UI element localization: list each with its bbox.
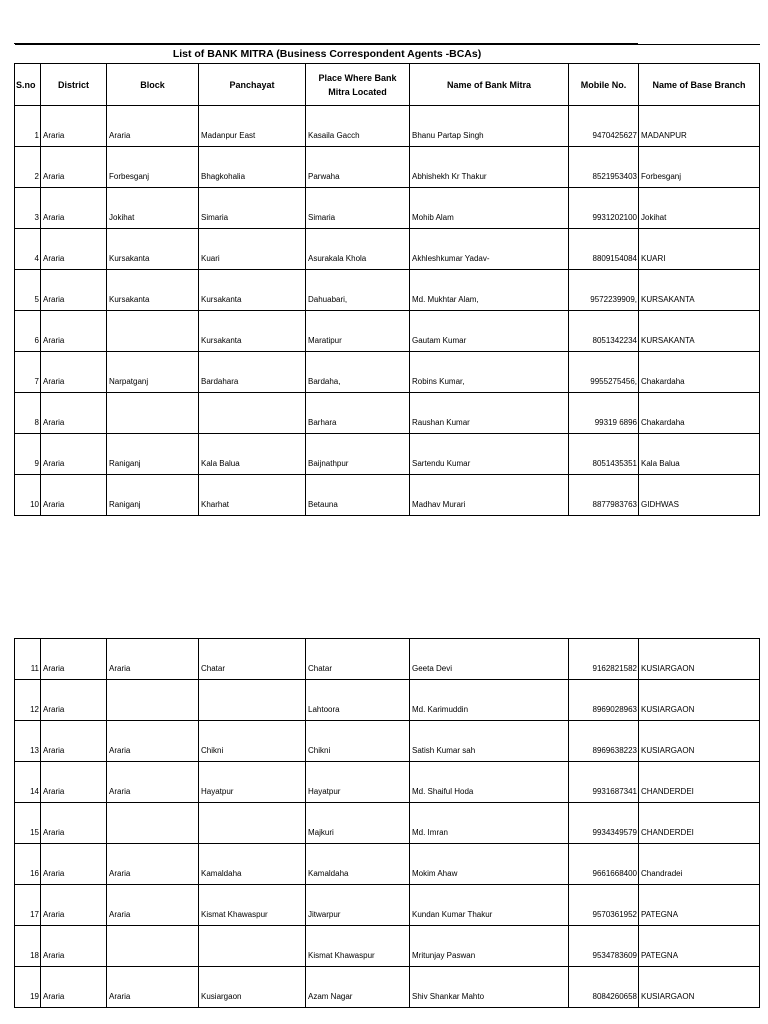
cell-panchayat: Kharhat	[199, 475, 306, 516]
cell-place: Majkuri	[306, 803, 410, 844]
bank-mitra-table-2	[14, 638, 760, 1008]
cell-bank-mitra-name: Shiv Shankar Mahto	[410, 967, 569, 1008]
cell-block: Raniganj	[107, 434, 199, 475]
cell-sno: 5	[15, 270, 41, 311]
table-row	[15, 147, 760, 188]
cell-district: Araria	[41, 229, 107, 270]
cell-panchayat: Madanpur East	[199, 106, 306, 147]
cell-place: Asurakala Khola	[306, 229, 410, 270]
cell-sno: 9	[15, 434, 41, 475]
cell-place: Kismat Khawaspur	[306, 926, 410, 967]
cell-district: Araria	[41, 885, 107, 926]
cell-place: Dahuabari,	[306, 270, 410, 311]
header-name: Name of Bank Mitra	[410, 64, 569, 106]
cell-block: Araria	[107, 885, 199, 926]
cell-mobile: 8969028963	[569, 680, 639, 721]
cell-place: Chikni	[306, 721, 410, 762]
cell-panchayat: Kismat Khawaspur	[199, 885, 306, 926]
cell-block	[107, 680, 199, 721]
cell-base-branch: Jokihat	[639, 188, 760, 229]
table-row	[15, 434, 760, 475]
cell-block	[107, 803, 199, 844]
cell-panchayat: Bhagkohalia	[199, 147, 306, 188]
cell-place: Kamaldaha	[306, 844, 410, 885]
cell-sno: 19	[15, 967, 41, 1008]
cell-sno: 7	[15, 352, 41, 393]
cell-mobile: 9570361952	[569, 885, 639, 926]
cell-bank-mitra-name: Md. Shaiful Hoda	[410, 762, 569, 803]
cell-panchayat: Kamaldaha	[199, 844, 306, 885]
cell-bank-mitra-name: Mohib Alam	[410, 188, 569, 229]
sheet-section-1	[14, 44, 759, 516]
cell-block: Forbesganj	[107, 147, 199, 188]
cell-bank-mitra-name: Md. Imran	[410, 803, 569, 844]
cell-district: Araria	[41, 352, 107, 393]
cell-sno: 11	[15, 639, 41, 680]
cell-bank-mitra-name: Kundan Kumar Thakur	[410, 885, 569, 926]
cell-district: Araria	[41, 270, 107, 311]
cell-place: Azam Nagar	[306, 967, 410, 1008]
cell-sno: 4	[15, 229, 41, 270]
cell-mobile: 99319 6896	[569, 393, 639, 434]
cell-base-branch: Chakardaha	[639, 352, 760, 393]
cell-mobile: 8051342234	[569, 311, 639, 352]
cell-district: Araria	[41, 680, 107, 721]
cell-block: Araria	[107, 639, 199, 680]
cell-sno: 16	[15, 844, 41, 885]
cell-district: Araria	[41, 106, 107, 147]
cell-mobile: 9931202100	[569, 188, 639, 229]
cell-bank-mitra-name: Raushan Kumar	[410, 393, 569, 434]
cell-bank-mitra-name: Akhleshkumar Yadav-	[410, 229, 569, 270]
cell-place: Betauna	[306, 475, 410, 516]
header-mobile: Mobile No.	[569, 64, 639, 106]
table-row	[15, 926, 760, 967]
table-title-text: List of BANK MITRA (Business Correspondent Agents -BCAs)	[172, 48, 482, 60]
cell-base-branch: PATEGNA	[639, 885, 760, 926]
cell-panchayat: Chikni	[199, 721, 306, 762]
header-sno: S.no	[15, 64, 41, 106]
cell-district: Araria	[41, 803, 107, 844]
cell-base-branch: MADANPUR	[639, 106, 760, 147]
cell-base-branch: KURSAKANTA	[639, 311, 760, 352]
cell-block: Kursakanta	[107, 229, 199, 270]
table-row	[15, 270, 760, 311]
cell-place: Simaria	[306, 188, 410, 229]
cell-block: Araria	[107, 967, 199, 1008]
bank-mitra-table-1	[14, 44, 760, 516]
cell-place: Barhara	[306, 393, 410, 434]
header-district: District	[41, 64, 107, 106]
cell-district: Araria	[41, 926, 107, 967]
cell-sno: 15	[15, 803, 41, 844]
cell-district: Araria	[41, 311, 107, 352]
cell-district: Araria	[41, 147, 107, 188]
cell-mobile: 9572239909,	[569, 270, 639, 311]
cell-base-branch: KURSAKANTA	[639, 270, 760, 311]
cell-panchayat: Kusiargaon	[199, 967, 306, 1008]
cell-bank-mitra-name: Madhav Murari	[410, 475, 569, 516]
cell-block: Araria	[107, 844, 199, 885]
cell-bank-mitra-name: Robins Kumar,	[410, 352, 569, 393]
table-row	[15, 393, 760, 434]
cell-district: Araria	[41, 967, 107, 1008]
cell-mobile: 8521953403	[569, 147, 639, 188]
table-row	[15, 967, 760, 1008]
cell-bank-mitra-name: Mokim Ahaw	[410, 844, 569, 885]
header-place: Place Where Bank Mitra Located	[306, 64, 410, 106]
cell-mobile: 8084260658	[569, 967, 639, 1008]
table-row	[15, 803, 760, 844]
cell-bank-mitra-name: Gautam Kumar	[410, 311, 569, 352]
cell-block: Araria	[107, 762, 199, 803]
cell-mobile: 8969638223	[569, 721, 639, 762]
cell-place: Baijnathpur	[306, 434, 410, 475]
cell-base-branch: KUSIARGAON	[639, 721, 760, 762]
cell-block	[107, 393, 199, 434]
table-row	[15, 106, 760, 147]
cell-base-branch: CHANDERDEI	[639, 803, 760, 844]
cell-block: Araria	[107, 106, 199, 147]
cell-sno: 1	[15, 106, 41, 147]
cell-block: Araria	[107, 721, 199, 762]
cell-mobile: 9162821582	[569, 639, 639, 680]
table-row	[15, 639, 760, 680]
cell-sno: 6	[15, 311, 41, 352]
cell-district: Araria	[41, 844, 107, 885]
cell-mobile: 9470425627	[569, 106, 639, 147]
cell-bank-mitra-name: Md. Mukhtar Alam,	[410, 270, 569, 311]
cell-base-branch: PATEGNA	[639, 926, 760, 967]
cell-sno: 14	[15, 762, 41, 803]
table-row	[15, 188, 760, 229]
cell-mobile: 8051435351	[569, 434, 639, 475]
cell-panchayat: Simaria	[199, 188, 306, 229]
cell-panchayat	[199, 926, 306, 967]
sheet-section-2	[14, 638, 759, 1008]
table-row	[15, 885, 760, 926]
cell-place: Hayatpur	[306, 762, 410, 803]
table-row	[15, 844, 760, 885]
cell-panchayat	[199, 680, 306, 721]
cell-place: Jitwarpur	[306, 885, 410, 926]
cell-sno: 18	[15, 926, 41, 967]
cell-bank-mitra-name: Mritunjay Paswan	[410, 926, 569, 967]
cell-base-branch: KUSIARGAON	[639, 639, 760, 680]
cell-base-branch: Chakardaha	[639, 393, 760, 434]
cell-place: Kasaila Gacch	[306, 106, 410, 147]
cell-mobile: 9955275456,	[569, 352, 639, 393]
cell-place: Lahtoora	[306, 680, 410, 721]
header-row	[15, 64, 760, 106]
cell-panchayat: Kursakanta	[199, 270, 306, 311]
cell-mobile: 9934349579	[569, 803, 639, 844]
cell-base-branch: KUSIARGAON	[639, 967, 760, 1008]
cell-district: Araria	[41, 721, 107, 762]
header-panchayat: Panchayat	[199, 64, 306, 106]
cell-sno: 17	[15, 885, 41, 926]
cell-bank-mitra-name: Satish Kumar sah	[410, 721, 569, 762]
cell-block: Raniganj	[107, 475, 199, 516]
cell-base-branch: Kala Balua	[639, 434, 760, 475]
header-block: Block	[107, 64, 199, 106]
cell-panchayat	[199, 393, 306, 434]
cell-sno: 8	[15, 393, 41, 434]
cell-panchayat: Kala Balua	[199, 434, 306, 475]
cell-mobile: 9661668400	[569, 844, 639, 885]
cell-district: Araria	[41, 475, 107, 516]
cell-place: Parwaha	[306, 147, 410, 188]
cell-mobile: 8809154084	[569, 229, 639, 270]
table-row	[15, 311, 760, 352]
cell-district: Araria	[41, 434, 107, 475]
table-row	[15, 721, 760, 762]
cell-panchayat: Bardahara	[199, 352, 306, 393]
cell-mobile: 9534783609	[569, 926, 639, 967]
cell-base-branch: Forbesganj	[639, 147, 760, 188]
cell-mobile: 8877983763	[569, 475, 639, 516]
cell-district: Araria	[41, 393, 107, 434]
cell-base-branch: KUARI	[639, 229, 760, 270]
cell-base-branch: Chandradei	[639, 844, 760, 885]
cell-place: Maratipur	[306, 311, 410, 352]
cell-bank-mitra-name: Sartendu Kumar	[410, 434, 569, 475]
cell-panchayat: Chatar	[199, 639, 306, 680]
cell-base-branch: GIDHWAS	[639, 475, 760, 516]
cell-base-branch: CHANDERDEI	[639, 762, 760, 803]
header-branch: Name of Base Branch	[639, 64, 760, 106]
table-row	[15, 475, 760, 516]
cell-sno: 3	[15, 188, 41, 229]
table-row	[15, 229, 760, 270]
table-row	[15, 762, 760, 803]
cell-place: Bardaha,	[306, 352, 410, 393]
cell-base-branch: KUSIARGAON	[639, 680, 760, 721]
cell-panchayat	[199, 803, 306, 844]
cell-sno: 10	[15, 475, 41, 516]
cell-bank-mitra-name: Md. Karimuddin	[410, 680, 569, 721]
table-row	[15, 352, 760, 393]
cell-sno: 13	[15, 721, 41, 762]
cell-sno: 12	[15, 680, 41, 721]
cell-block	[107, 311, 199, 352]
cell-panchayat: Hayatpur	[199, 762, 306, 803]
cell-sno: 2	[15, 147, 41, 188]
cell-block	[107, 926, 199, 967]
cell-panchayat: Kursakanta	[199, 311, 306, 352]
table-row	[15, 680, 760, 721]
cell-block: Kursakanta	[107, 270, 199, 311]
cell-bank-mitra-name: Bhanu Partap Singh	[410, 106, 569, 147]
cell-bank-mitra-name: Geeta Devi	[410, 639, 569, 680]
table-body-1	[15, 106, 760, 516]
cell-district: Araria	[41, 639, 107, 680]
cell-mobile: 9931687341	[569, 762, 639, 803]
table-body-2	[15, 639, 760, 1008]
cell-place: Chatar	[306, 639, 410, 680]
cell-district: Araria	[41, 762, 107, 803]
cell-block: Narpatganj	[107, 352, 199, 393]
table-title	[15, 45, 760, 64]
cell-block: Jokihat	[107, 188, 199, 229]
cell-district: Araria	[41, 188, 107, 229]
cell-panchayat: Kuari	[199, 229, 306, 270]
cell-bank-mitra-name: Abhishekh Kr Thakur	[410, 147, 569, 188]
